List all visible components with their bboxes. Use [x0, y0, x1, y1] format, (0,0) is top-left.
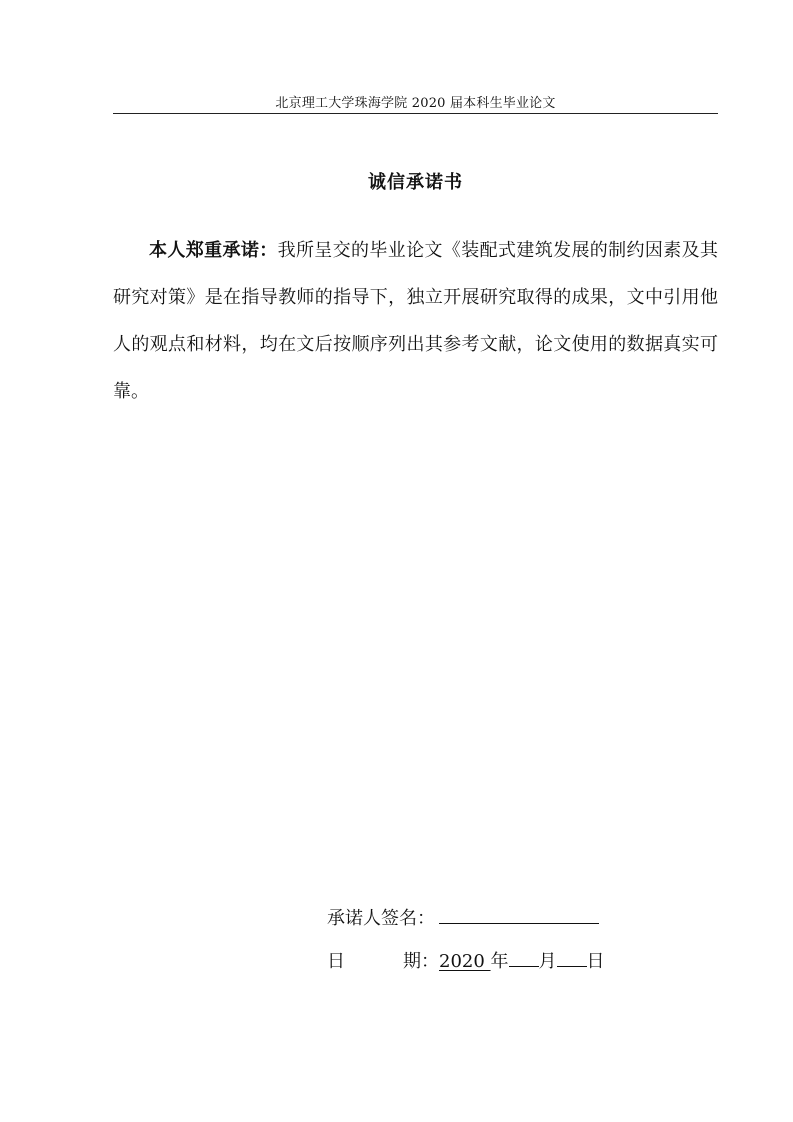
- pledge-paragraph: [113, 227, 718, 415]
- signature-blank-line[interactable]: [439, 903, 599, 924]
- date-label-day-char: 日: [327, 951, 345, 972]
- signature-label: 承诺人签名：: [327, 908, 435, 929]
- date-month-unit: 月: [538, 951, 557, 972]
- date-day-unit: 日: [586, 951, 605, 972]
- header-divider: [113, 113, 718, 114]
- document-title: 诚信承诺书: [368, 172, 463, 193]
- date-year-unit: 年: [490, 951, 509, 972]
- pledge-lead: 本人郑重承诺：: [149, 240, 278, 261]
- date-day-blank-line[interactable]: [557, 946, 587, 967]
- signature-row: [327, 903, 599, 930]
- date-row: [327, 946, 605, 973]
- page-header-title: 北京理工大学珠海学院 2020 届本科生毕业论文: [275, 96, 556, 111]
- pledge-text: 我所呈交的毕业论文《装配式建筑发展的制约因素及其研究对策》是在指导教师的指导下，独立开展研究取得的成果，文中引用他人的观点和材料，均在文后按顺序列出其参考文献，论文使用的数据真实可靠。: [113, 240, 719, 402]
- date-month-blank-line[interactable]: [509, 946, 539, 967]
- date-year[interactable]: 2020: [439, 951, 491, 972]
- date-label-rest: 期：: [403, 951, 439, 972]
